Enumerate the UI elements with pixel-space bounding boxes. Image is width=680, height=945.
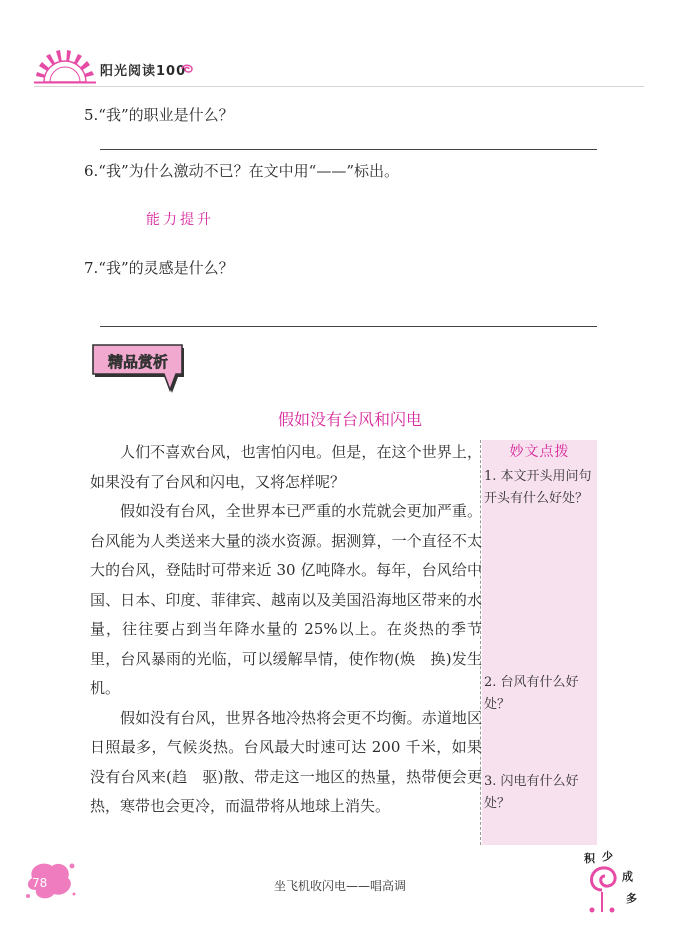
swirl-icon — [180, 62, 196, 76]
question-7: 7.“我”的灵感是什么？ — [84, 259, 234, 277]
sidebar-question-2: 2. 台风有什么好处？ — [484, 675, 579, 712]
featured-badge — [90, 340, 190, 396]
footer-caption: 坐飞机收闪电——唱高调 — [273, 879, 406, 893]
article-title — [0, 407, 680, 430]
answer-line-5[interactable] — [100, 149, 597, 150]
article-paragraph-2: 假如没有台风，全世界本已严重的水荒就会更加严重。台风能为人类送来大量的淡水资源。据测算，一个直径不太大的台风，登陆时可带来近 30 亿吨降水。每年，台风给中国、日本、印度、菲律宾、越南以及美国沿海地区带来的水量，往往要占到当年降水量的 25%以上。在炎热的季节里，台风暴雨的光临，可以缓解旱情，使作物(焕 换)发生机。 — [90, 502, 482, 697]
ink-splash-icon — [22, 858, 78, 902]
article-title-text: 假如没有台风和闪电 — [277, 410, 422, 429]
header-rule — [34, 86, 644, 87]
brand-char-4: 多 — [626, 892, 637, 905]
question-5: 5.“我”的职业是什么？ — [84, 106, 234, 124]
brand-char-3: 成 — [622, 870, 633, 883]
sidebar-question-3: 3. 闪电有什么好处？ — [484, 774, 579, 811]
sidebar-question-1: 1. 本文开头用问句开头有什么好处？ — [484, 469, 592, 506]
article-paragraph-3: 假如没有台风，世界各地冷热将会更不均衡。赤道地区日照最多，气候炎热。台风最大时速可达 200 千米，如果没有台风来(趋 驱)散、带走这一地区的热量，热带便会更热，寒带也会更冷，而温带将从地球上消失。 — [90, 708, 482, 815]
badge-label: 精品赏析 — [107, 353, 169, 371]
sidebar-title: 妙文点拨 — [509, 444, 570, 460]
question-6: 6.“我”为什么激动不已？在文中用“——”标出。 — [84, 162, 399, 180]
section-heading-ability: 能力提升 — [146, 212, 214, 228]
brand-char-2: 少 — [602, 850, 613, 863]
page-number: 78 — [32, 876, 48, 890]
article-paragraph-1: 人们不喜欢台风，也害怕闪电。但是，在这个世界上，如果没有了台风和闪电，又将怎样呢？ — [90, 443, 482, 491]
brand-mark — [578, 850, 648, 920]
series-title: 阳光阅读100 — [100, 64, 187, 79]
answer-line-7[interactable] — [100, 326, 597, 327]
article-body — [90, 438, 482, 822]
brand-char-1: 积 — [584, 852, 595, 865]
sunburst-fan-icon — [34, 50, 96, 84]
